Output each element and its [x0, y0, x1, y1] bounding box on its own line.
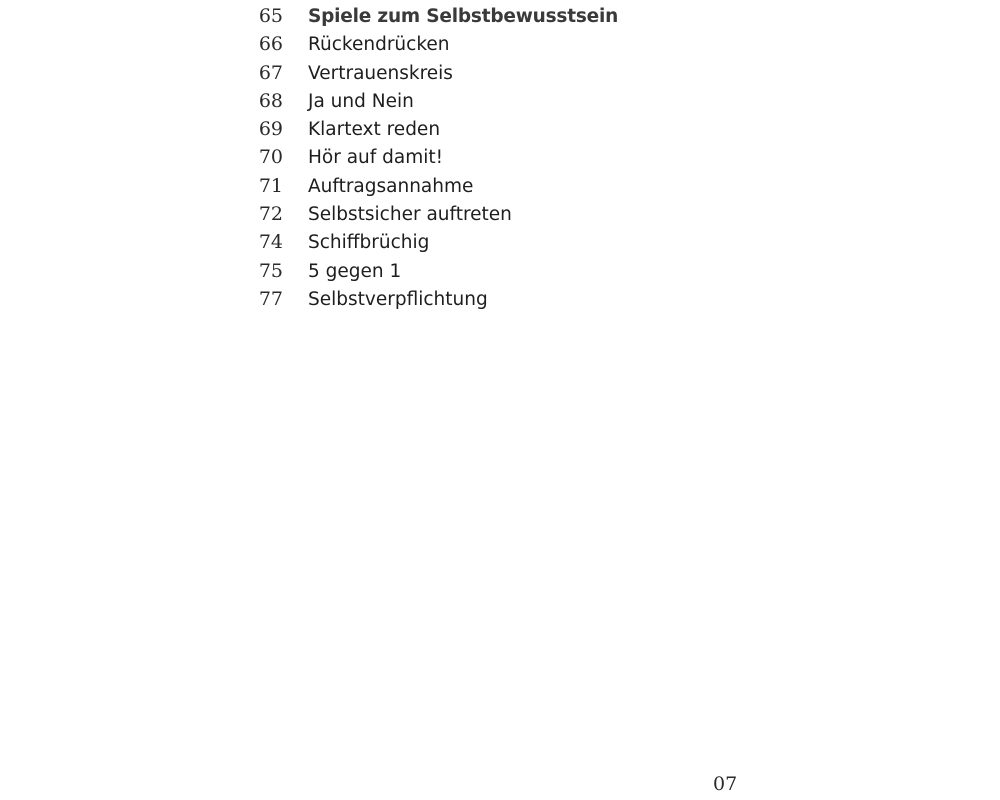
toc-entry [238, 87, 798, 115]
toc-page-number: 67 [258, 61, 283, 84]
toc-page-number: 72 [258, 203, 283, 226]
toc-entry [238, 285, 798, 313]
toc-entry-title: Selbstverpflichtung [308, 288, 488, 310]
toc-section-heading [238, 2, 798, 30]
toc-entry-title: Rückendrücken [308, 34, 450, 56]
page-number: 07 [713, 773, 738, 795]
toc-entry [238, 30, 798, 58]
toc-entry-title: Klartext reden [308, 119, 441, 141]
toc-entry [238, 257, 798, 285]
toc-page-number: 71 [258, 174, 283, 197]
toc-entry-title: Auftragsannahme [308, 175, 474, 197]
toc-entry-title: Vertrauenskreis [308, 62, 453, 84]
toc-page-number: 74 [258, 231, 283, 254]
toc-page-number: 65 [258, 5, 283, 27]
toc-entry [238, 200, 798, 228]
toc-page-number: 69 [258, 118, 283, 141]
toc-page-number: 66 [258, 33, 283, 56]
toc-page-number: 70 [258, 146, 283, 169]
toc-entry-title: Selbstsicher auftreten [308, 204, 512, 226]
toc-section-title: Spiele zum Selbstbewusstsein [308, 6, 619, 27]
toc-entry-title: Hör auf damit! [308, 147, 444, 169]
toc-entry-title: Schiffbrüchig [308, 232, 430, 254]
toc-entry-title: 5 gegen 1 [308, 260, 402, 282]
toc-page-number: 77 [258, 287, 283, 310]
toc-entry-title: Ja und Nein [308, 90, 414, 112]
table-of-contents [238, 2, 798, 313]
toc-page-number: 68 [258, 89, 283, 112]
toc-entry [238, 172, 798, 200]
toc-entry [238, 59, 798, 87]
toc-entry [238, 228, 798, 256]
toc-entry [238, 143, 798, 171]
toc-entry [238, 115, 798, 143]
toc-page-number: 75 [258, 259, 283, 282]
